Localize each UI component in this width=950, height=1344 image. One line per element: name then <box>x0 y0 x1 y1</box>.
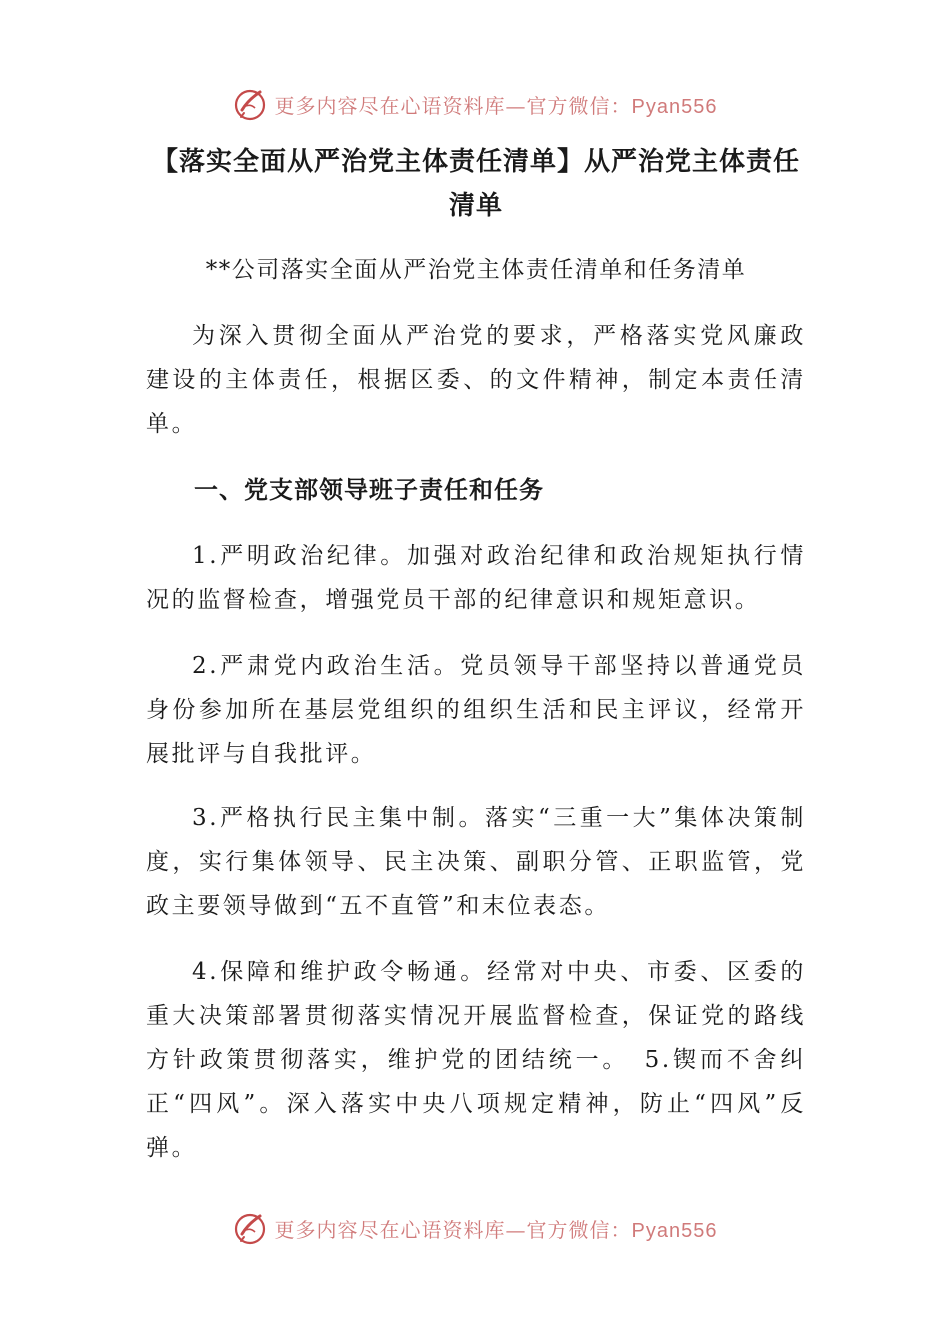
list-item: 2.严肃党内政治生活。党员领导干部坚持以普通党员身份参加所在基层党组织的组织生活和民主评议，经常开展批评与自我批评。 <box>146 653 806 767</box>
list-item: 1.严明政治纪律。加强对政治纪律和政治规矩执行情况的监督检查，增强党员干部的纪律意识和规矩意识。 <box>146 543 806 613</box>
header-watermark-banner <box>0 84 950 124</box>
pen-logo-icon <box>233 1210 269 1246</box>
list-item: 4.保障和维护政令畅通。经常对中央、市委、区委的重大决策部署贯彻落实情况开展监督检查，保证党的路线方针政策贯彻落实，维护党的团结统一。 5.锲而不舍纠正“四风”。深入落实中央八项规定精神，防止“四风”反弹。 <box>146 959 806 1161</box>
watermark-text: 更多内容尽在心语资料库—官方微信：Pyan556 <box>274 1217 718 1242</box>
intro-paragraph: 为深入贯彻全面从严治党的要求，严格落实党风廉政建设的主体责任，根据区委、的文件精神，制定本责任清单。 <box>146 323 806 437</box>
document-subtitle: **公司落实全面从严治党主体责任清单和任务清单 <box>205 257 747 283</box>
footer-watermark-banner <box>0 1208 950 1248</box>
list-item: 3.严格执行民主集中制。落实“三重一大”集体决策制度，实行集体领导、民主决策、副职分管、正职监管，党政主要领导做到“五不直管”和末位表态。 <box>146 805 806 919</box>
pen-logo-icon <box>233 86 269 122</box>
watermark-text: 更多内容尽在心语资料库—官方微信：Pyan556 <box>274 93 718 118</box>
document-title: 【落实全面从严治党主体责任清单】从严治党主体责任清单 <box>151 147 800 221</box>
section-heading: 一、党支部领导班子责任和任务 <box>194 475 544 504</box>
